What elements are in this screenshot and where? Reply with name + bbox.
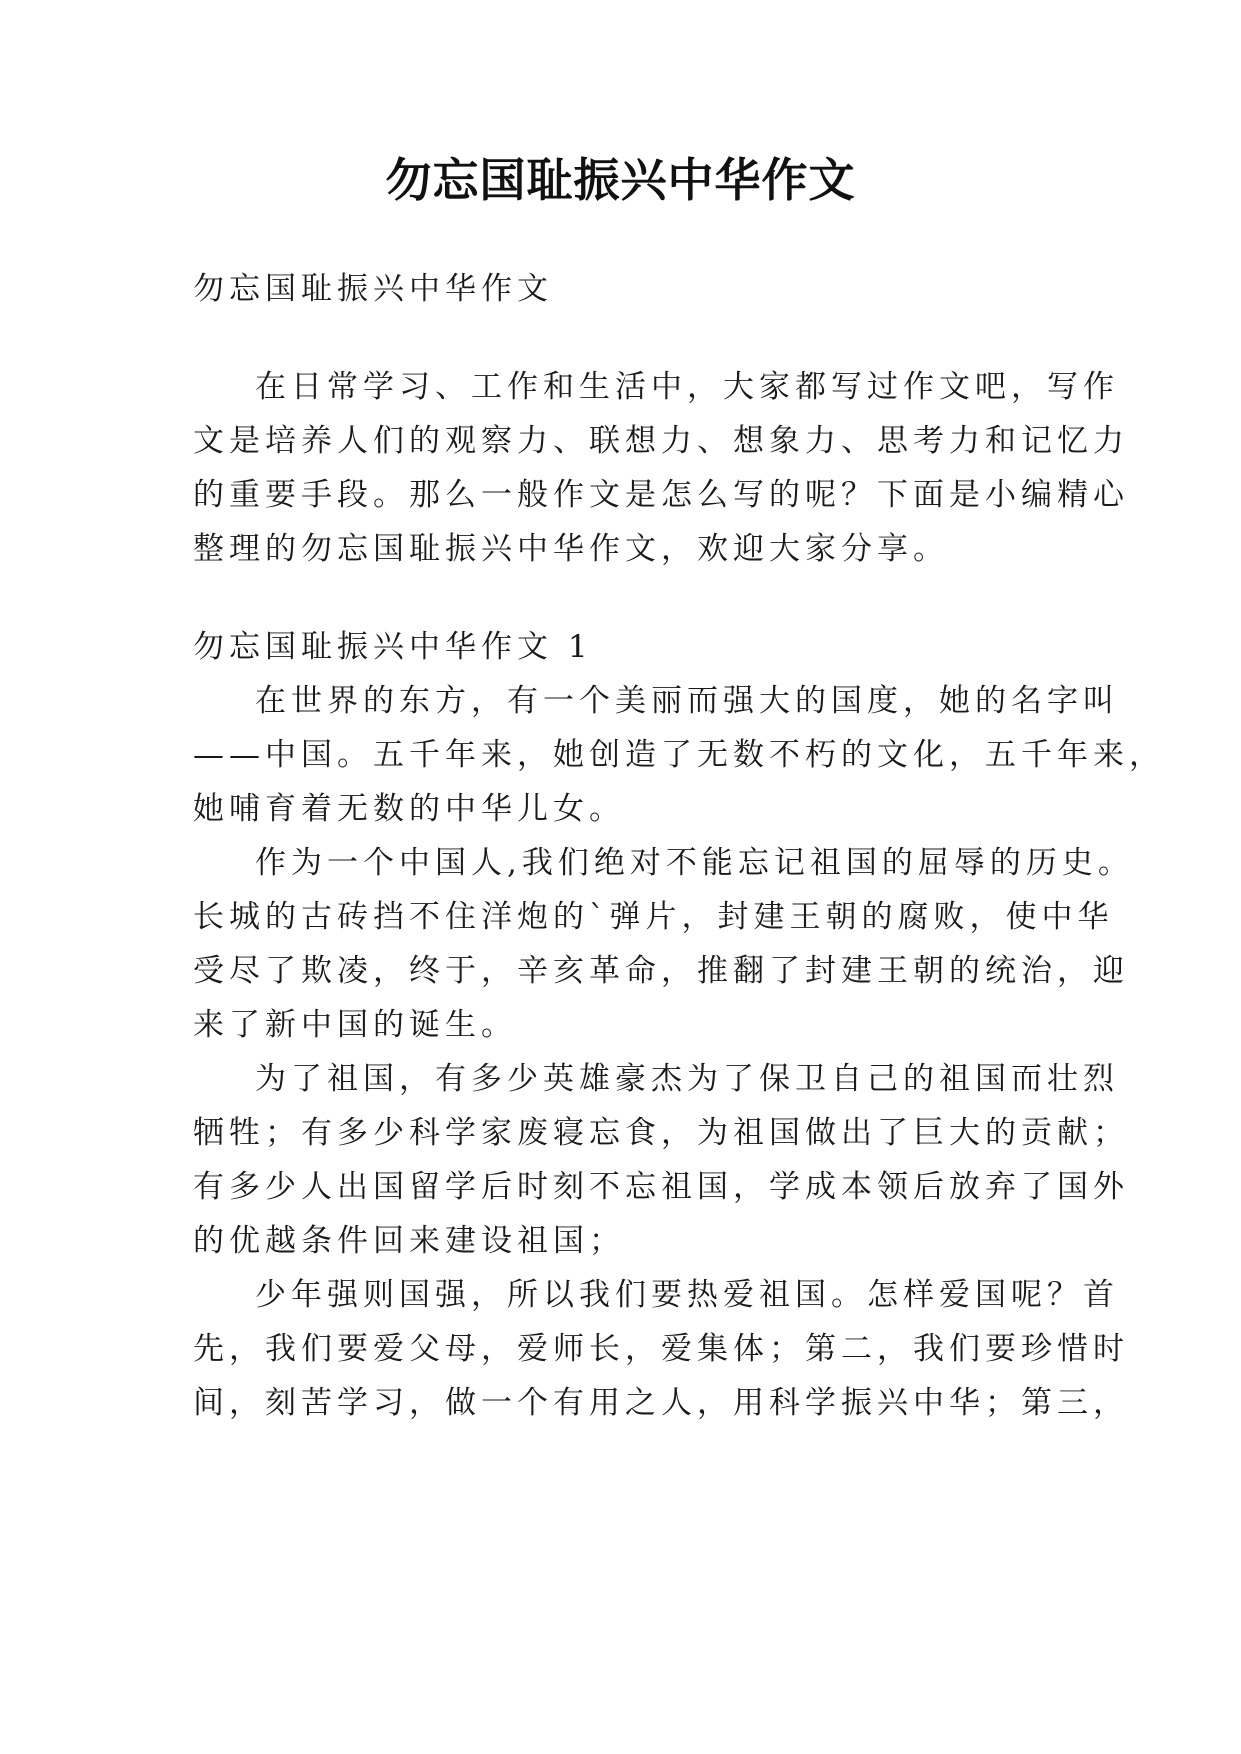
paragraph-line: 作为一个中国人,我们绝对不能忘记祖国的屈辱的历史。 (255, 845, 1134, 881)
paragraph-line: 先，我们要爱父母，爱师长，爱集体；第二，我们要珍惜时 (193, 1331, 1129, 1367)
document-title: 勿忘国耻振兴中华作文 (385, 153, 856, 207)
intro-line: 在日常学习、工作和生活中，大家都写过作文吧，写作 (255, 369, 1119, 405)
paragraph-line: 少年强则国强，所以我们要热爱祖国。怎样爱国呢？首 (255, 1277, 1119, 1313)
document-subtitle: 勿忘国耻振兴中华作文 (193, 271, 553, 307)
intro-line: 的重要手段。那么一般作文是怎么写的呢？下面是小编精心 (193, 477, 1129, 513)
paragraph-line: 牺牲；有多少科学家废寝忘食，为祖国做出了巨大的贡献； (193, 1115, 1129, 1151)
paragraph-line: 的优越条件回来建设祖国； (193, 1223, 625, 1259)
paragraph-line: 间，刻苦学习，做一个有用之人，用科学振兴中华；第三， (193, 1385, 1129, 1421)
paragraph-line: 在世界的东方，有一个美丽而强大的国度，她的名字叫 (255, 683, 1119, 719)
intro-line: 整理的勿忘国耻振兴中华作文，欢迎大家分享。 (193, 531, 949, 567)
paragraph-line: 有多少人出国留学后时刻不忘祖国，学成本领后放弃了国外 (193, 1169, 1129, 1205)
paragraph-line: 她哺育着无数的中华儿女。 (193, 791, 625, 827)
paragraph-line: 来了新中国的诞生。 (193, 1007, 517, 1043)
paragraph-line: 为了祖国，有多少英雄豪杰为了保卫自己的祖国而壮烈 (255, 1061, 1119, 1097)
paragraph-line: 受尽了欺凌，终于，辛亥革命，推翻了封建王朝的统治，迎 (193, 953, 1129, 989)
paragraph-line: ——中国。五千年来，她创造了无数不朽的文化，五千年来， (193, 737, 1165, 773)
intro-line: 文是培养人们的观察力、联想力、想象力、思考力和记忆力 (193, 423, 1129, 459)
section-heading: 勿忘国耻振兴中华作文 1 (193, 629, 593, 665)
paragraph-line: 长城的古砖挡不住洋炮的`弹片，封建王朝的腐败，使中华 (193, 899, 1114, 935)
